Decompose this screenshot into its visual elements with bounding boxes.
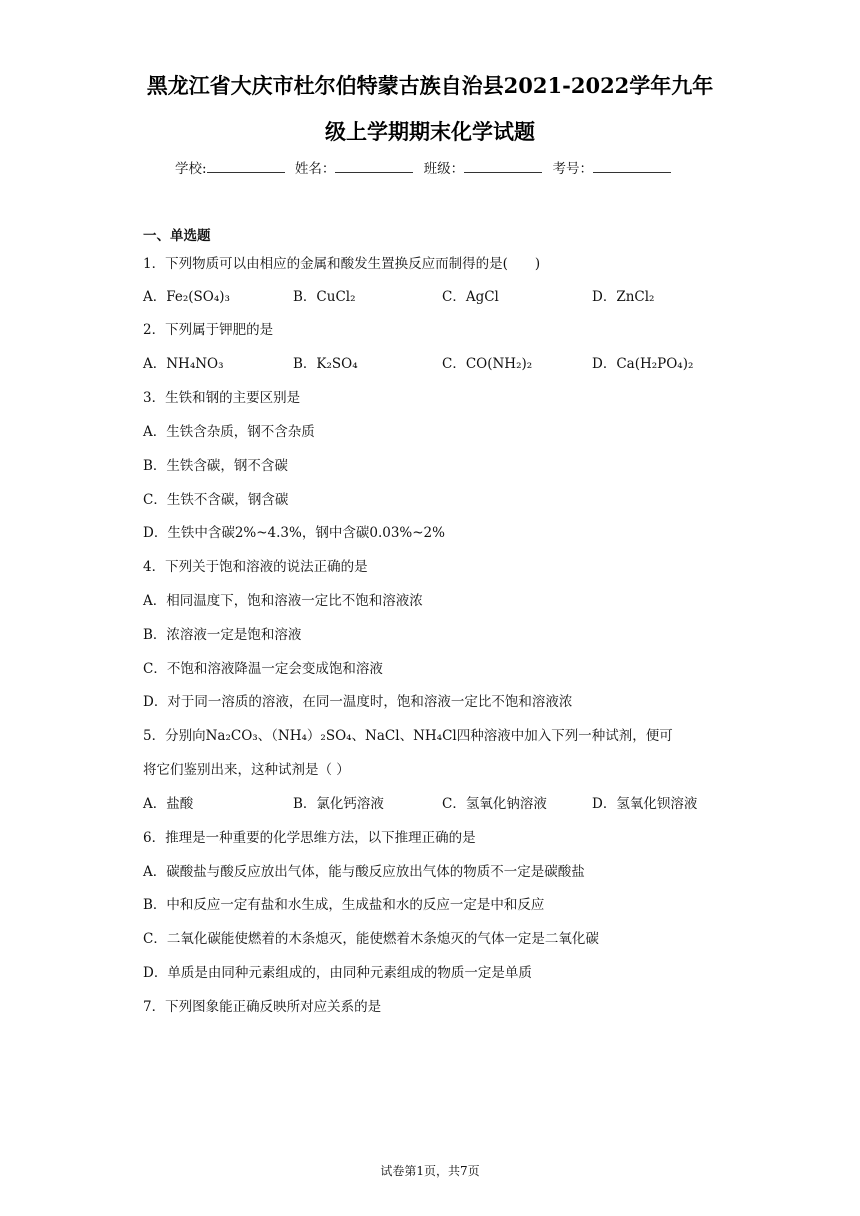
question-7-stem: 7．下列图象能正确反映所对应关系的是 [143,999,382,1015]
question-3-stem: 3．生铁和钢的主要区别是 [143,390,301,406]
question-3-option-c: C．生铁不含碳，钢含碳 [143,492,289,508]
question-3-option-b: B．生铁含碳，钢不含碳 [143,458,288,474]
document-title-line2: 级上学期期末化学试题 [325,119,535,144]
school-blank[interactable] [207,158,285,173]
question-1-option-b: B．CuCl₂ [293,289,356,305]
question-6-stem: 6．推理是一种重要的化学思维方法，以下推理正确的是 [143,830,476,846]
question-3-option-a: A．生铁含杂质，钢不含杂质 [143,424,315,440]
question-5-option-b: B．氯化钙溶液 [293,796,384,812]
question-1-stem: 1．下列物质可以由相应的金属和酸发生置换反应而制得的是( ) [143,256,541,272]
question-4-option-a: A．相同温度下，饱和溶液一定比不饱和溶液浓 [143,593,423,609]
section-heading: 一、单选题 [143,228,211,244]
question-6-option-b: B．中和反应一定有盐和水生成，生成盐和水的反应一定是中和反应 [143,897,545,913]
question-3-option-d: D．生铁中含碳2%~4.3%，钢中含碳0.03%~2% [143,525,445,541]
question-4-option-c: C．不饱和溶液降温一定会变成饱和溶液 [143,661,383,677]
question-5-option-d: D．氢氧化钡溶液 [592,796,698,812]
exam-number-label: 考号： [552,161,593,177]
page-footer: 试卷第1页，共7页 [380,1164,480,1178]
student-info-row [175,158,677,179]
question-4-stem: 4．下列关于饱和溶液的说法正确的是 [143,559,368,575]
name-blank[interactable] [335,158,413,173]
question-2-option-a: A．NH₄NO₃ [143,356,224,372]
question-2-stem: 2．下列属于钾肥的是 [143,322,274,338]
question-2-option-d: D．Ca(H₂PO₄)₂ [592,356,694,372]
question-1-option-c: C．AgCl [442,289,499,305]
class-label: 班级： [423,161,465,177]
document-title-line1: 黑龙江省大庆市杜尔伯特蒙古族自治县2021-2022学年九年 [146,73,714,98]
school-label: 学校: [175,161,207,177]
exam-number-blank[interactable] [593,158,671,173]
question-1-option-d: D．ZnCl₂ [592,289,655,305]
question-6-option-a: A．碳酸盐与酸反应放出气体，能与酸反应放出气体的物质不一定是碳酸盐 [143,864,585,880]
question-5-option-c: C．氢氧化钠溶液 [442,796,547,812]
name-label: 姓名： [294,161,336,177]
question-5-option-a: A．盐酸 [143,796,194,812]
question-4-option-b: B．浓溶液一定是饱和溶液 [143,627,302,643]
question-5-stem-line1: 5．分别向Na₂CO₃、（NH₄）₂SO₄、NaCl、NH₄Cl四种溶液中加入下列一种试剂，便可 [143,728,673,744]
question-6-option-c: C．二氧化碳能使燃着的木条熄灭，能使燃着木条熄灭的气体一定是二氧化碳 [143,931,599,947]
question-6-option-d: D．单质是由同种元素组成的，由同种元素组成的物质一定是单质 [143,965,532,981]
question-1-option-a: A．Fe₂(SO₄)₃ [143,289,230,305]
question-2-option-b: B．K₂SO₄ [293,356,358,372]
question-2-option-c: C．CO(NH₂)₂ [442,356,533,372]
question-5-stem-line2: 将它们鉴别出来，这种试剂是（ ） [143,762,350,778]
question-4-option-d: D．对于同一溶质的溶液，在同一温度时，饱和溶液一定比不饱和溶液浓 [143,694,573,710]
class-blank[interactable] [464,158,542,173]
